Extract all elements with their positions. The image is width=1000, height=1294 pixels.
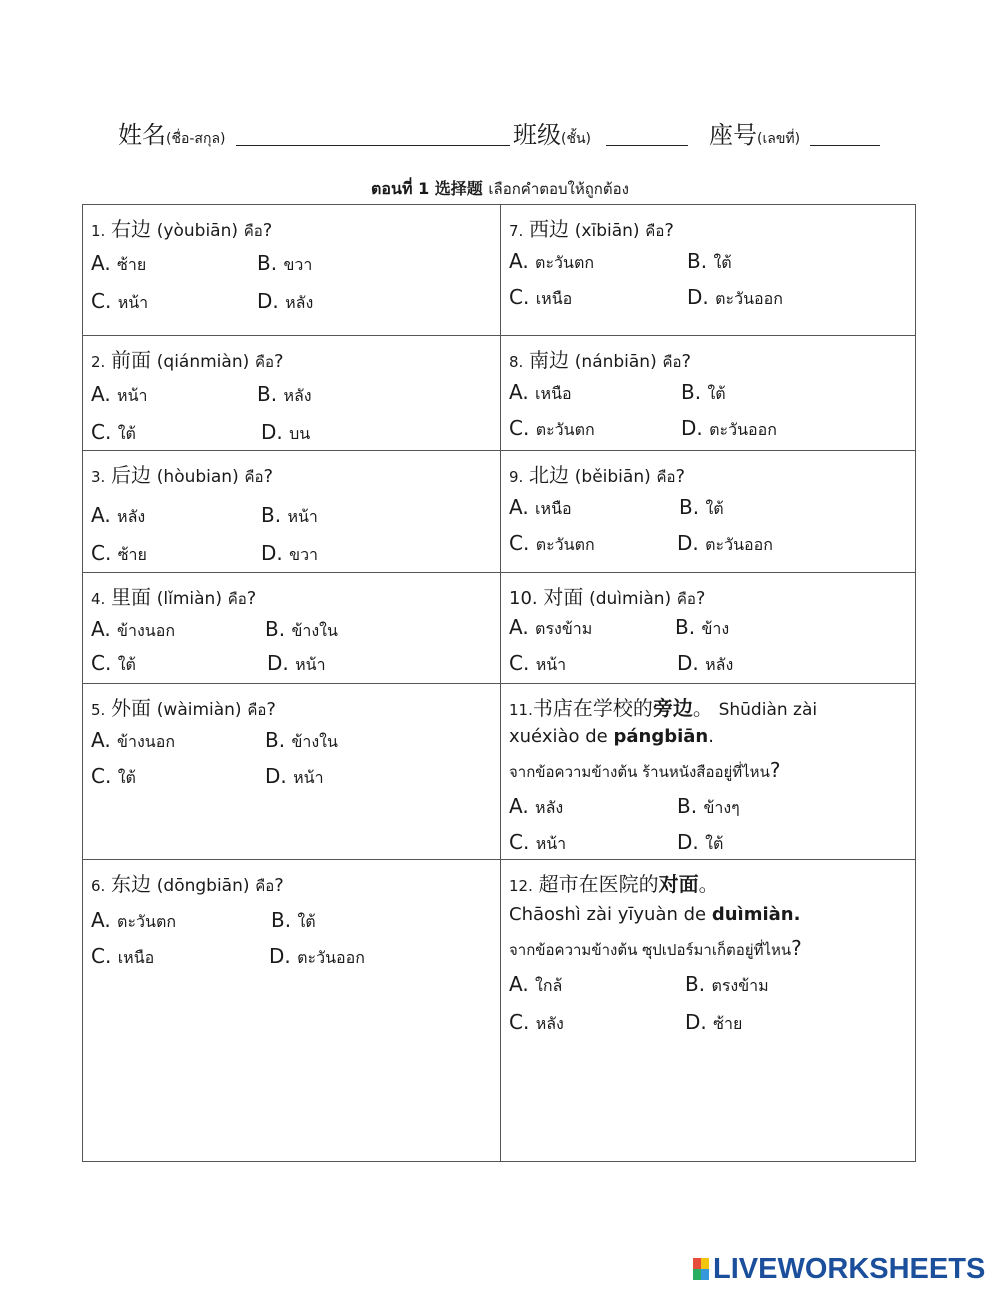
logo-text: LIVEWORKSHEETS (713, 1252, 986, 1285)
question-cell-2 (83, 336, 501, 451)
section-title: ตอนที่ 1 选择题 เลือกคำตอบให้ถูกต้อง (371, 179, 629, 198)
option-d[interactable]: D. หลัง (257, 289, 314, 313)
option-a[interactable]: A. ข้างนอก (91, 617, 176, 641)
option-d[interactable]: D. ตะวันออก (681, 416, 777, 440)
option-d[interactable]: D. หน้า (267, 651, 326, 675)
question-cell-11 (501, 684, 915, 860)
option-c[interactable]: C. หน้า (509, 651, 567, 675)
question-prompt: 5. 外面 (wàimiàn) คือ? (91, 696, 276, 720)
logo-icon (693, 1258, 709, 1280)
question-prompt: 3. 后边 (hòubian) คือ? (91, 463, 274, 487)
seat-input-line[interactable] (810, 144, 880, 146)
option-a[interactable]: A. หลัง (509, 794, 564, 818)
question-cell-12 (501, 860, 915, 1161)
option-c[interactable]: C. ใต้ (91, 420, 136, 444)
question-prompt: 8. 南边 (nánbiān) คือ? (509, 348, 692, 372)
student-info-header (118, 118, 898, 158)
option-a[interactable]: A. เหนือ (509, 380, 572, 404)
option-d[interactable]: D. บน (261, 420, 311, 444)
option-a[interactable]: A. ตรงข้าม (509, 615, 593, 639)
option-d[interactable]: D. ตะวันออก (687, 285, 783, 309)
option-b[interactable]: B. ข้างใน (265, 728, 338, 752)
thai-question: จากข้อความข้างต้น ซุปเปอร์มาเก็ตอยู่ที่ไหน? (509, 936, 802, 960)
option-b[interactable]: B. ข้างใน (265, 617, 338, 641)
question-prompt: 12. 超市在医院的对面。 (509, 872, 719, 896)
option-b[interactable]: B. ใต้ (681, 380, 726, 404)
question-cell-6 (83, 860, 501, 1161)
question-prompt: 10. 对面 (duìmiàn) คือ? (509, 585, 706, 609)
question-cell-4 (83, 573, 501, 684)
option-d[interactable]: D. ตะวันออก (677, 531, 773, 555)
question-prompt: 7. 西边 (xībiān) คือ? (509, 217, 674, 241)
question-prompt: 4. 里面 (lǐmiàn) คือ? (91, 585, 257, 609)
option-a[interactable]: A. ตะวันตก (509, 249, 595, 273)
question-cell-3 (83, 451, 501, 573)
question-cell-7 (501, 205, 915, 336)
option-d[interactable]: D. ขวา (261, 541, 319, 565)
option-c[interactable]: C. ตะวันตก (509, 416, 595, 440)
question-cell-10 (501, 573, 915, 684)
question-cell-8 (501, 336, 915, 451)
option-d[interactable]: D. ใต้ (677, 830, 724, 854)
option-a[interactable]: A. ใกล้ (509, 972, 563, 996)
question-prompt: 2. 前面 (qiánmiàn) คือ? (91, 348, 284, 372)
name-input-line[interactable] (236, 144, 510, 146)
class-field-label: 班级(ชั้น) (513, 121, 591, 149)
question-cell-5 (83, 684, 501, 860)
question-cell-1 (83, 205, 501, 336)
option-d[interactable]: D. ซ้าย (685, 1010, 743, 1034)
option-c[interactable]: C. หน้า (91, 289, 149, 313)
option-c[interactable]: C. ใต้ (91, 764, 136, 788)
option-b[interactable]: B. ข้างๆ (677, 794, 740, 818)
option-c[interactable]: C. เหนือ (91, 944, 155, 968)
question-prompt: 11.书店在学校的旁边。 Shūdiàn zài (509, 696, 818, 720)
option-b[interactable]: B. หน้า (261, 503, 318, 527)
option-c[interactable]: C. เหนือ (509, 285, 573, 309)
option-c[interactable]: C. หลัง (509, 1010, 564, 1034)
option-b[interactable]: B. ใต้ (679, 495, 724, 519)
class-input-line[interactable] (606, 144, 688, 146)
option-a[interactable]: A. ซ้าย (91, 251, 147, 275)
question-cell-9 (501, 451, 915, 573)
option-a[interactable]: A. ตะวันตก (91, 908, 177, 932)
option-b[interactable]: B. ตรงข้าม (685, 972, 769, 996)
option-c[interactable]: C. ซ้าย (91, 541, 147, 565)
option-a[interactable]: A. หลัง (91, 503, 146, 527)
option-a[interactable]: A. หน้า (91, 382, 148, 406)
question-grid (82, 204, 916, 1162)
pinyin-continuation: xuéxiào de pángbiān. (509, 726, 714, 747)
option-b[interactable]: B. ใต้ (687, 249, 732, 273)
option-a[interactable]: A. เหนือ (509, 495, 572, 519)
liveworksheets-logo (693, 1252, 985, 1286)
option-d[interactable]: D. หน้า (265, 764, 324, 788)
name-field-label: 姓名(ชื่อ-สกุล) (118, 121, 226, 149)
option-c[interactable]: C. ใต้ (91, 651, 136, 675)
pinyin-sentence: Chāoshì zài yīyuàn de duìmiàn. (509, 904, 801, 925)
option-c[interactable]: C. หน้า (509, 830, 567, 854)
option-b[interactable]: B. ข้าง (675, 615, 730, 639)
seat-field-label: 座号(เลขที่) (709, 121, 801, 149)
question-prompt: 6. 东边 (dōngbiān) คือ? (91, 872, 284, 896)
option-b[interactable]: B. หลัง (257, 382, 312, 406)
option-a[interactable]: A. ข้างนอก (91, 728, 176, 752)
option-d[interactable]: D. หลัง (677, 651, 734, 675)
option-b[interactable]: B. ขวา (257, 251, 313, 275)
option-d[interactable]: D. ตะวันออก (269, 944, 365, 968)
question-prompt: 1. 右边 (yòubiān) คือ? (91, 217, 273, 241)
option-b[interactable]: B. ใต้ (271, 908, 316, 932)
question-prompt: 9. 北边 (běibiān) คือ? (509, 463, 686, 487)
option-c[interactable]: C. ตะวันตก (509, 531, 595, 555)
thai-question: จากข้อความข้างต้น ร้านหนังสืออยู่ที่ไหน? (509, 758, 781, 782)
